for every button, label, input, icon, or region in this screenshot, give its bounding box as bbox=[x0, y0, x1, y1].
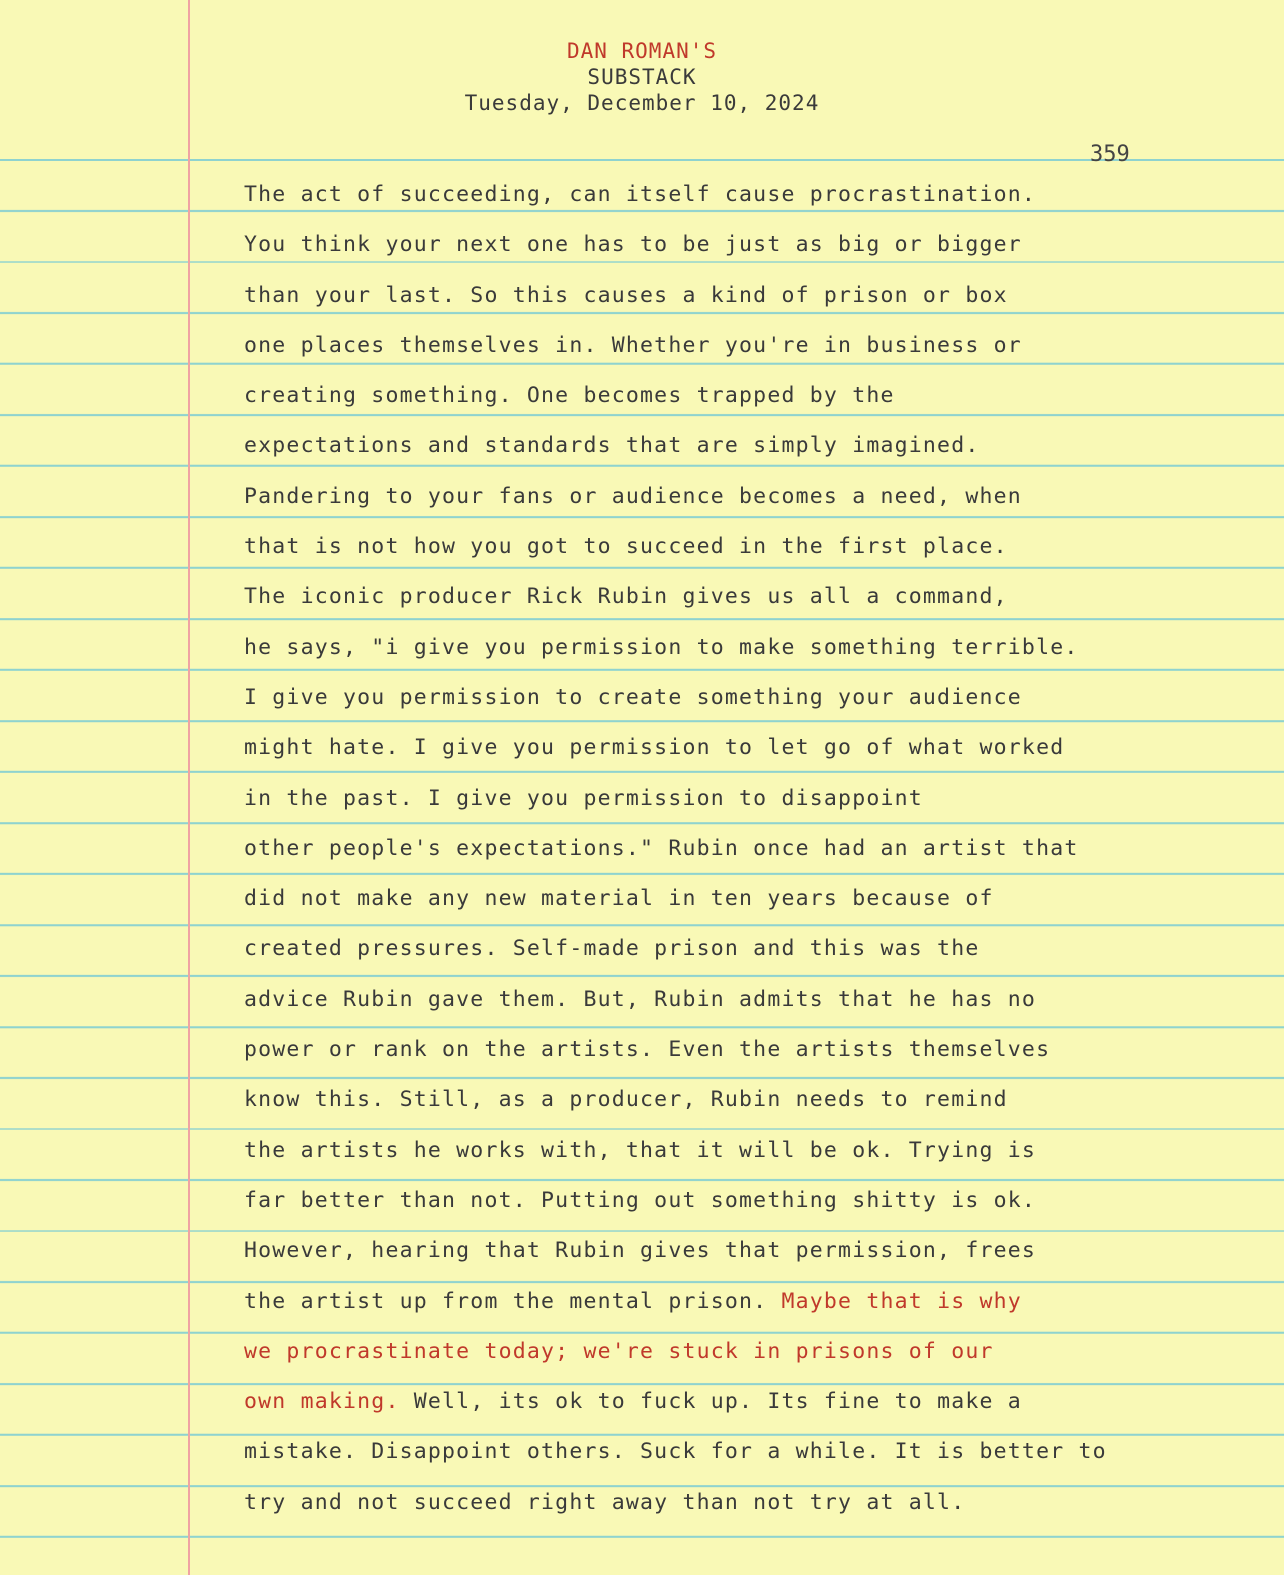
document-date: Tuesday, December 10, 2024 bbox=[464, 91, 820, 115]
text-line bbox=[244, 1432, 1244, 1482]
publication-name: SUBSTACK bbox=[587, 65, 697, 89]
text-line bbox=[244, 1181, 1244, 1231]
typed-text: However, hearing that Rubin gives that permission, frees bbox=[244, 1238, 1037, 1264]
text-line bbox=[244, 1030, 1244, 1080]
text-line bbox=[244, 1080, 1244, 1130]
text-line bbox=[244, 628, 1244, 678]
typed-text: I give you permission to create something your audience bbox=[244, 684, 1022, 710]
text-line bbox=[244, 376, 1244, 426]
red-typed-text: own making. bbox=[244, 1389, 400, 1415]
document-header bbox=[0, 38, 1284, 116]
text-line bbox=[244, 728, 1244, 778]
typed-text: expectations and standards that are simply imagined. bbox=[244, 433, 980, 459]
text-line bbox=[244, 829, 1244, 879]
typed-text: advice Rubin gave them. But, Rubin admits that he has no bbox=[244, 986, 1037, 1012]
typed-text: mistake. Disappoint others. Suck for a while. It is better to bbox=[244, 1439, 1107, 1465]
typed-text: Well, its ok to fuck up. Its fine to make a bbox=[399, 1389, 1022, 1415]
typed-text: far better than not. Putting out something shitty is ok. bbox=[244, 1187, 1037, 1213]
typed-text: know this. Still, as a producer, Rubin needs to remind bbox=[244, 1087, 1008, 1113]
text-line bbox=[244, 1282, 1244, 1332]
text-line bbox=[244, 225, 1244, 275]
text-line bbox=[244, 1332, 1244, 1382]
typed-text: than your last. So this causes a kind of prison or box bbox=[244, 282, 1008, 308]
text-line bbox=[244, 879, 1244, 929]
typed-text: Pandering to your fans or audience becomes a need, when bbox=[244, 483, 1022, 509]
text-line bbox=[244, 1483, 1244, 1533]
typed-text: that is not how you got to succeed in the first place. bbox=[244, 534, 1008, 560]
typed-text: created pressures. Self-made prison and this was the bbox=[244, 936, 980, 962]
text-line bbox=[244, 477, 1244, 527]
typed-text: did not make any new material in ten years because of bbox=[244, 886, 994, 912]
text-line bbox=[244, 276, 1244, 326]
text-line bbox=[244, 929, 1244, 979]
typed-text: one places themselves in. Whether you're in business or bbox=[244, 332, 1022, 358]
author-line: DAN ROMAN'S bbox=[566, 39, 718, 63]
typed-text: the artist up from the mental prison. bbox=[244, 1288, 782, 1314]
text-line bbox=[244, 326, 1244, 376]
text-line bbox=[244, 527, 1244, 577]
typed-text: might hate. I give you permission to let go of what worked bbox=[244, 735, 1065, 761]
text-line bbox=[244, 1382, 1244, 1432]
text-line bbox=[244, 678, 1244, 728]
red-typed-text: Maybe that is why bbox=[781, 1288, 1022, 1314]
red-typed-text: we procrastinate today; we're stuck in prisons of our bbox=[244, 1338, 994, 1364]
page-number: 359 bbox=[1090, 142, 1130, 167]
text-line bbox=[244, 1131, 1244, 1181]
text-line bbox=[244, 980, 1244, 1030]
typed-text: he says, "i give you permission to make something terrible. bbox=[244, 634, 1079, 660]
typed-text: try and not succeed right away than not try at all. bbox=[244, 1489, 966, 1515]
text-line bbox=[244, 577, 1244, 627]
text-line bbox=[244, 779, 1244, 829]
typed-text: The iconic producer Rick Rubin gives us all a command, bbox=[244, 584, 1008, 610]
typed-text: other people's expectations." Rubin once had an artist that bbox=[244, 835, 1079, 861]
typed-text: creating something. One becomes trapped by the bbox=[244, 383, 895, 409]
body-text bbox=[244, 175, 1244, 1533]
text-line bbox=[244, 1231, 1244, 1281]
typed-text: in the past. I give you permission to disappoint bbox=[244, 785, 923, 811]
typed-text: You think your next one has to be just as big or bigger bbox=[244, 232, 1022, 258]
typed-text: The act of succeeding, can itself cause procrastination. bbox=[244, 182, 1037, 207]
text-line bbox=[244, 175, 1244, 225]
typed-text: power or rank on the artists. Even the artists themselves bbox=[244, 1037, 1051, 1063]
margin-line bbox=[188, 0, 190, 1575]
typed-text: the artists he works with, that it will be ok. Trying is bbox=[244, 1137, 1037, 1163]
text-line bbox=[244, 426, 1244, 476]
